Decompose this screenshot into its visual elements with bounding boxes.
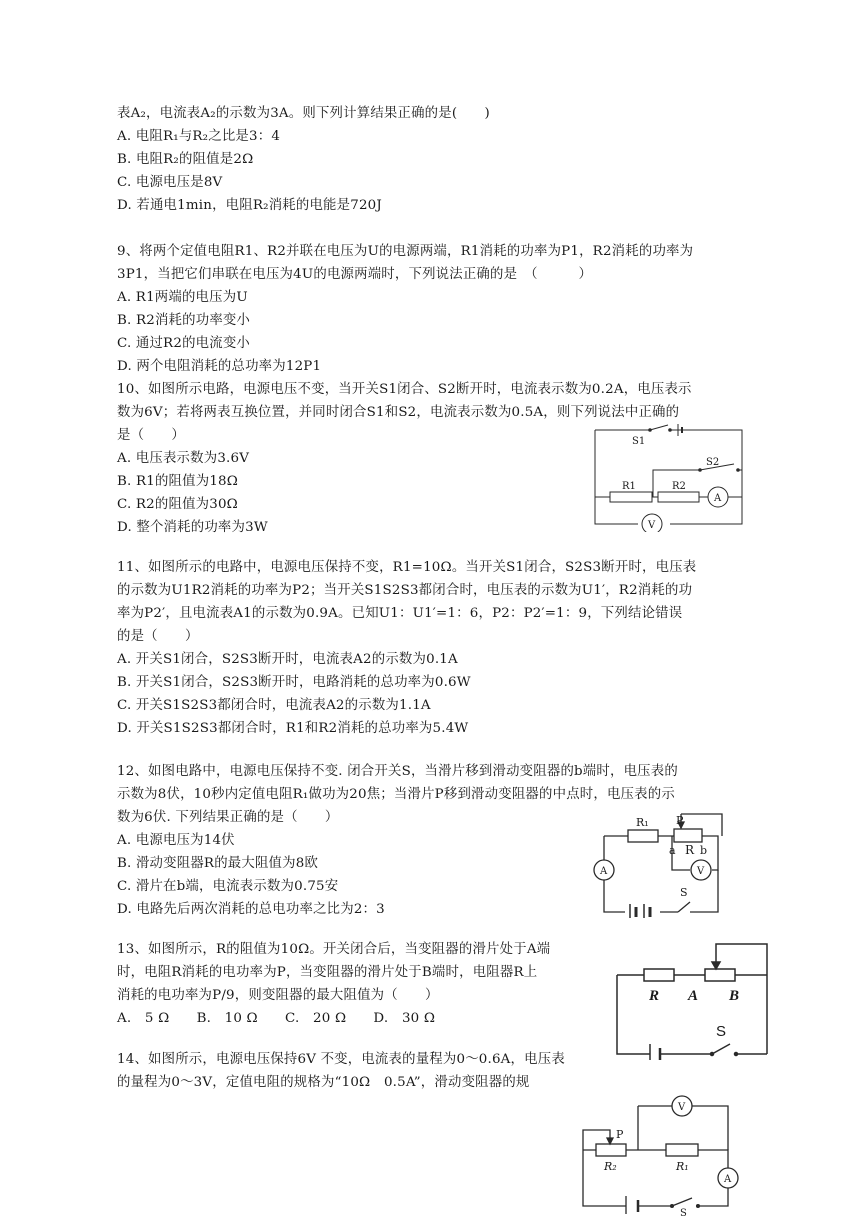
q9-stem-line-2: 3P1，当把它们串联在电压为4U的电源两端时，下列说法正确的是 （ ） xyxy=(117,267,593,282)
q13-label-s: S xyxy=(716,1023,727,1040)
q14-label-r2: R₂ xyxy=(604,1160,617,1173)
q10-resistor-r2-icon xyxy=(658,492,699,502)
q11-option-a: A. 开关S1闭合，S2S3断开时，电流表A2的示数为0.1A xyxy=(117,652,458,667)
q11-stem-line-3: 率为P2′，且电流表A1的示数为0.9A。已知U1：U1′=1：6，P2：P2′=1：9，下列结论错误 xyxy=(117,606,683,621)
q8-option-a: A. 电阻R₁与R₂之比是3：4 xyxy=(117,129,281,144)
q13-stem-line-1: 13、如图所示，R的阻值为10Ω。开关闭合后，当变阻器的滑片处于A端 xyxy=(117,942,551,957)
q12-stem-line-1: 12、如图电路中，电源电压保持不变. 闭合开关S，当滑片移到滑动变阻器的b端时，电压表的 xyxy=(117,764,678,779)
q9-option-c: C. 通过R2的电流变小 xyxy=(117,336,251,351)
q13-slider-icon xyxy=(712,962,720,969)
q8-stem: 表A₂，电流表A₂的示数为3A。则下列计算结果正确的是( ) xyxy=(117,106,490,121)
q9-option-d: D. 两个电阻消耗的总功率为12P1 xyxy=(117,359,322,374)
q14-slider-p-icon xyxy=(607,1138,613,1144)
q9-stem-line-1: 9、将两个定值电阻R1、R2并联在电压为U的电源两端，R1消耗的功率为P1，R2消耗的功率为 xyxy=(117,244,694,259)
q10-resistor-r1-icon xyxy=(610,492,652,502)
q10-label-voltmeter: V xyxy=(648,520,656,531)
q12-label-s: S xyxy=(680,886,688,899)
q14-circuit-figure xyxy=(580,1092,745,1216)
q13-switch-s-icon xyxy=(711,1044,738,1056)
q8-option-c: C. 电源电压是8V xyxy=(117,175,223,190)
q12-label-b: b xyxy=(700,844,708,857)
q13-battery-icon xyxy=(650,1044,660,1060)
q13-circuit-figure xyxy=(612,940,777,1060)
q8-option-b: B. 电阻R₂的阻值是2Ω xyxy=(117,152,254,167)
q14-label-voltmeter: V xyxy=(678,1102,686,1113)
q11-option-b: B. 开关S1闭合，S2S3断开时，电路消耗的总功率为0.6W xyxy=(117,675,471,690)
q10-option-a: A. 电压表示数为3.6V xyxy=(117,451,250,466)
q10-label-s2: S2 xyxy=(706,457,720,468)
q14-stem-line-2: 的量程为0～3V，定值电阻的规格为“10Ω 0.5A”，滑动变阻器的规 xyxy=(117,1075,530,1090)
q13-resistor-r-icon xyxy=(644,969,674,981)
q12-stem-line-2: 示数为8伏，10秒内定值电阻R₁做功为20焦；当滑片P移到滑动变阻器的中点时，电压表的示 xyxy=(117,787,675,802)
q12-option-b: B. 滑动变阻器R的最大阻值为8欧 xyxy=(117,856,319,871)
q10-option-d: D. 整个消耗的功率为3W xyxy=(117,520,268,535)
q12-label-r: R xyxy=(685,843,695,857)
q14-switch-s-icon xyxy=(671,1198,700,1207)
q12-option-a: A. 电源电压为14伏 xyxy=(117,833,235,848)
q13-options: A. 5 Ω B. 10 Ω C. 20 Ω D. 30 Ω xyxy=(117,1011,436,1026)
q12-stem-line-3: 数为6伏. 下列结果正确的是（ ） xyxy=(117,810,339,825)
q12-circuit-figure xyxy=(590,808,730,918)
q11-option-c: C. 开关S1S2S3都闭合时，电流表A2的示数为1.1A xyxy=(117,698,431,713)
q10-label-r2: R2 xyxy=(672,481,686,492)
q10-switch-s1-icon xyxy=(649,425,672,431)
q14-battery-icon xyxy=(626,1196,638,1214)
q14-stem-line-1: 14、如图所示，电源电压保持6V 不变，电流表的量程为0～0.6A，电压表 xyxy=(117,1052,565,1067)
q12-label-a: a xyxy=(669,844,676,857)
q10-stem-line-1: 10、如图所示电路，电源电压不变，当开关S1闭合、S2断开时，电流表示数为0.2A，电压表示 xyxy=(117,382,692,397)
q10-stem-line-2: 数为6V；若将两表互换位置，并同时闭合S1和S2，电流表示数为0.5A，则下列说法中正确的 xyxy=(117,405,680,420)
q12-battery-icon xyxy=(630,904,650,918)
q8-option-d: D. 若通电1min，电阻R₂消耗的电能是720J xyxy=(117,198,382,213)
q12-resistor-r1-icon xyxy=(628,830,658,842)
q14-label-s: S xyxy=(680,1208,687,1216)
q13-stem-line-2: 时，电阻R消耗的电功率为P，当变阻器的滑片处于B端时，电阻器R上 xyxy=(117,965,538,980)
q13-rheostat-icon xyxy=(705,969,735,981)
q14-label-r1: R₁ xyxy=(676,1160,689,1173)
q9-option-b: B. R2消耗的功率变小 xyxy=(117,313,251,328)
q13-stem-line-3: 消耗的电功率为P/9，则变阻器的最大阻值为（ ） xyxy=(117,988,439,1003)
q10-stem-line-3: 是（ ） xyxy=(117,428,185,443)
q12-label-r1: R₁ xyxy=(636,816,649,829)
q10-option-c: C. R2的阻值为30Ω xyxy=(117,497,238,512)
q11-stem-line-1: 11、如图所示的电路中，电源电压保持不变，R1=10Ω。当开关S1闭合，S2S3断开时，电压表 xyxy=(117,560,697,575)
q12-label-p: P xyxy=(676,814,684,827)
q13-label-a: A xyxy=(688,988,699,1004)
q12-rheostat-r-icon xyxy=(674,829,702,842)
q13-label-r: R xyxy=(649,988,660,1004)
q12-label-voltmeter: V xyxy=(697,866,705,877)
q12-label-ammeter: A xyxy=(600,866,608,877)
q10-label-s1: S1 xyxy=(632,436,646,447)
q9-option-a: A. R1两端的电压为U xyxy=(117,290,248,305)
q11-stem-line-2: 的示数为U1R2消耗的功率为P2；当开关S1S2S3都闭合时，电压表的示数为U1′，R2消耗的功 xyxy=(117,583,693,598)
q13-label-b: B xyxy=(729,988,740,1004)
q11-stem-line-4: 的是（ ） xyxy=(117,629,199,644)
q10-wires xyxy=(595,430,742,524)
q14-resistor-r1-icon xyxy=(666,1144,698,1156)
q10-label-r1: R1 xyxy=(622,481,636,492)
q12-option-d: D. 电路先后两次消耗的总电功率之比为2：3 xyxy=(117,902,385,917)
q12-option-c: C. 滑片在b端，电流表示数为0.75安 xyxy=(117,879,339,894)
q14-label-ammeter: A xyxy=(724,1174,732,1185)
q14-label-p: P xyxy=(616,1128,624,1141)
q10-circuit-figure xyxy=(590,420,750,532)
q11-option-d: D. 开关S1S2S3都闭合时，R1和R2消耗的总功率为5.4W xyxy=(117,721,469,736)
q12-switch-s-icon xyxy=(678,902,690,912)
q10-option-b: B. R1的阻值为18Ω xyxy=(117,474,239,489)
q14-rheostat-r2-icon xyxy=(596,1144,626,1156)
q10-label-ammeter: A xyxy=(714,493,722,504)
